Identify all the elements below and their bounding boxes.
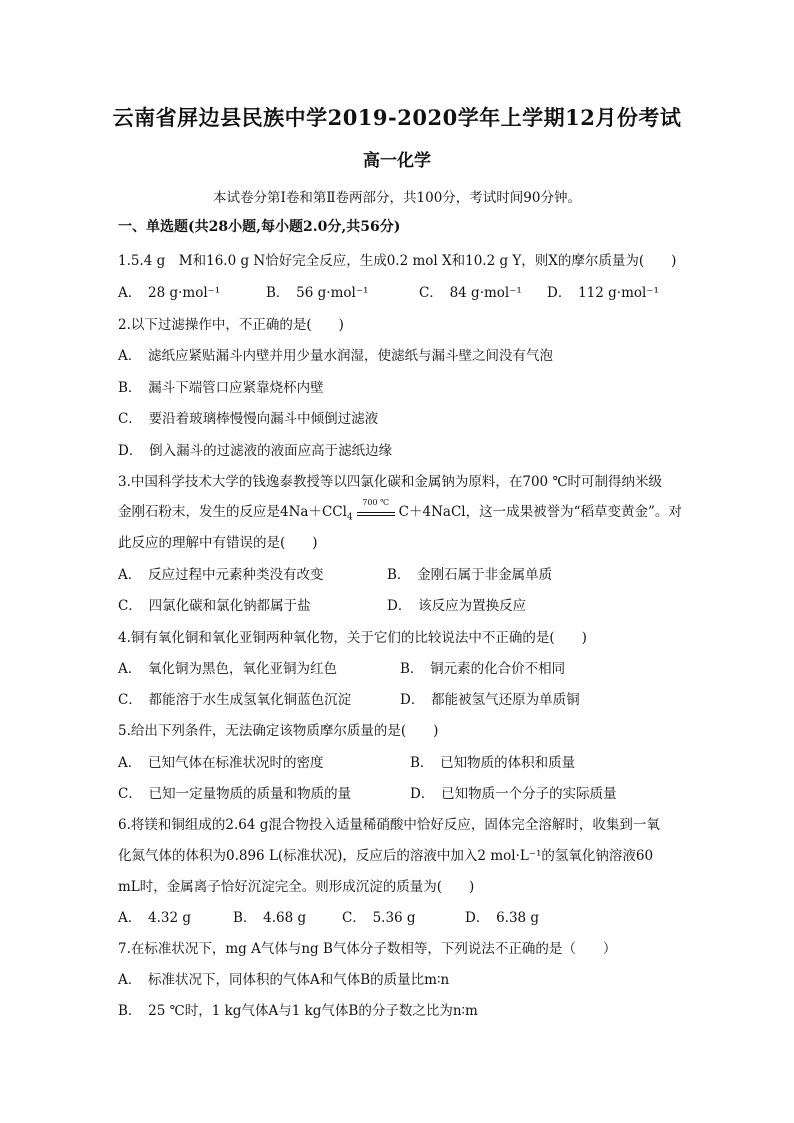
question-6-option-a: A． 4.32 g xyxy=(118,910,191,926)
question-1-stem: 1.5.4 g M和16.0 g N恰好完全反应，生成0.2 mol X和10.2 g Y，则X的摩尔质量为( ) xyxy=(118,253,677,269)
question-1-option-d: D． 112 g·mol⁻¹ xyxy=(547,285,659,301)
question-5-option-b: B． 已知物质的体积和质量 xyxy=(410,755,576,771)
question-3-stem-line-1: 3.中国科学技术大学的钱逸泰教授等以四氯化碳和金属钠为原料，在700 ℃时可制得纳米级 xyxy=(118,474,663,490)
question-7-option-a: A． 标准状况下，同体积的气体A和气体B的质量比m∶n xyxy=(118,972,450,988)
exam-intro: 本试卷分第Ⅰ卷和第Ⅱ卷两部分，共100分，考试时间90分钟。 xyxy=(213,190,581,206)
question-1-option-c: C． 84 g·mol⁻¹ xyxy=(419,285,522,301)
question-6-stem-line-3: mL时，金属离子恰好沉淀完全。则形成沉淀的质量为( ) xyxy=(118,879,475,895)
question-6-option-b: B． 4.68 g xyxy=(233,910,307,926)
question-2-option-c: C． 要沿着玻璃棒慢慢向漏斗中倾倒过滤液 xyxy=(118,411,379,427)
question-3-stem-line-3: 此反应的理解中有错误的是( ) xyxy=(118,535,318,551)
question-4-option-c: C． 都能溶于水生成氢氧化铜蓝色沉淀 xyxy=(118,692,352,708)
reaction-condition-sign xyxy=(355,498,397,518)
question-5-option-d: D． 已知物质一个分子的实际质量 xyxy=(410,786,617,802)
reaction-text-pre: 金刚石粉末，发生的反应是4Na＋CCl xyxy=(118,504,347,520)
question-4-option-b: B． 铜元素的化合价不相同 xyxy=(400,661,566,677)
exam-subject: 高一化学 xyxy=(363,151,431,171)
question-6-stem-line-1: 6.将镁和铜组成的2.64 g混合物投入适量稀硝酸中恰好反应，固体完全溶解时，收集到一氧 xyxy=(118,817,660,833)
question-6-stem-line-2: 化氮气体的体积为0.896 L(标准状况)，反应后的溶液中加入2 mol·L⁻¹的氢氧化钠溶液60 xyxy=(118,848,654,864)
question-3-option-c: C． 四氯化碳和氯化钠都属于盐 xyxy=(118,598,311,614)
question-4-option-d: D． 都能被氢气还原为单质铜 xyxy=(400,692,580,708)
question-1-option-b: B． 56 g·mol⁻¹ xyxy=(266,285,369,301)
reaction-text-post: C＋4NaCl，这一成果被誉为“稻草变黄金”。对 xyxy=(398,504,682,520)
question-4-option-a: A． 氧化铜为黑色，氧化亚铜为红色 xyxy=(118,661,337,677)
question-2-option-d: D． 倒入漏斗的过滤液的液面应高于滤纸边缘 xyxy=(118,443,393,459)
question-2-option-b: B． 漏斗下端管口应紧靠烧杯内壁 xyxy=(118,380,324,396)
question-6-option-c: C． 5.36 g xyxy=(342,910,416,926)
question-3-option-b: B． 金刚石属于非金属单质 xyxy=(387,567,553,583)
question-5-stem: 5.给出下列条件，无法确定该物质摩尔质量的是( ) xyxy=(118,723,439,739)
question-2-option-a: A． 滤纸应紧贴漏斗内壁并用少量水润湿，使滤纸与漏斗壁之间没有气泡 xyxy=(118,348,553,364)
question-2-stem: 2.以下过滤操作中，不正确的是( ) xyxy=(118,317,344,333)
question-5-option-a: A． 已知气体在标准状况时的密度 xyxy=(118,755,324,771)
subscript-4: 4 xyxy=(346,512,353,523)
question-3-option-a: A． 反应过程中元素种类没有改变 xyxy=(118,567,324,583)
question-3-stem-line-2 xyxy=(118,500,684,523)
question-7-option-b: B． 25 ℃时，1 kg气体A与1 kg气体B的分子数之比为n∶m xyxy=(118,1003,478,1019)
exam-title: 云南省屏边县民族中学2019-2020学年上学期12月份考试 xyxy=(112,105,682,130)
reaction-condition: 700 ℃ xyxy=(362,498,390,507)
question-3-option-d: D． 该反应为置换反应 xyxy=(387,598,527,614)
question-5-option-c: C． 已知一定量物质的质量和物质的量 xyxy=(118,786,352,802)
section-heading: 一、单选题(共28小题,每小题2.0分,共56分) xyxy=(118,219,401,235)
question-4-stem: 4.铜有氧化铜和氧化亚铜两种氧化物，关于它们的比较说法中不正确的是( ) xyxy=(118,630,587,646)
question-1-option-a: A． 28 g·mol⁻¹ xyxy=(118,285,221,301)
question-7-stem: 7.在标准状况下，mg A气体与ng B气体分子数相等，下列说法不正确的是（ ） xyxy=(118,941,617,957)
question-6-option-d: D． 6.38 g xyxy=(465,910,540,926)
